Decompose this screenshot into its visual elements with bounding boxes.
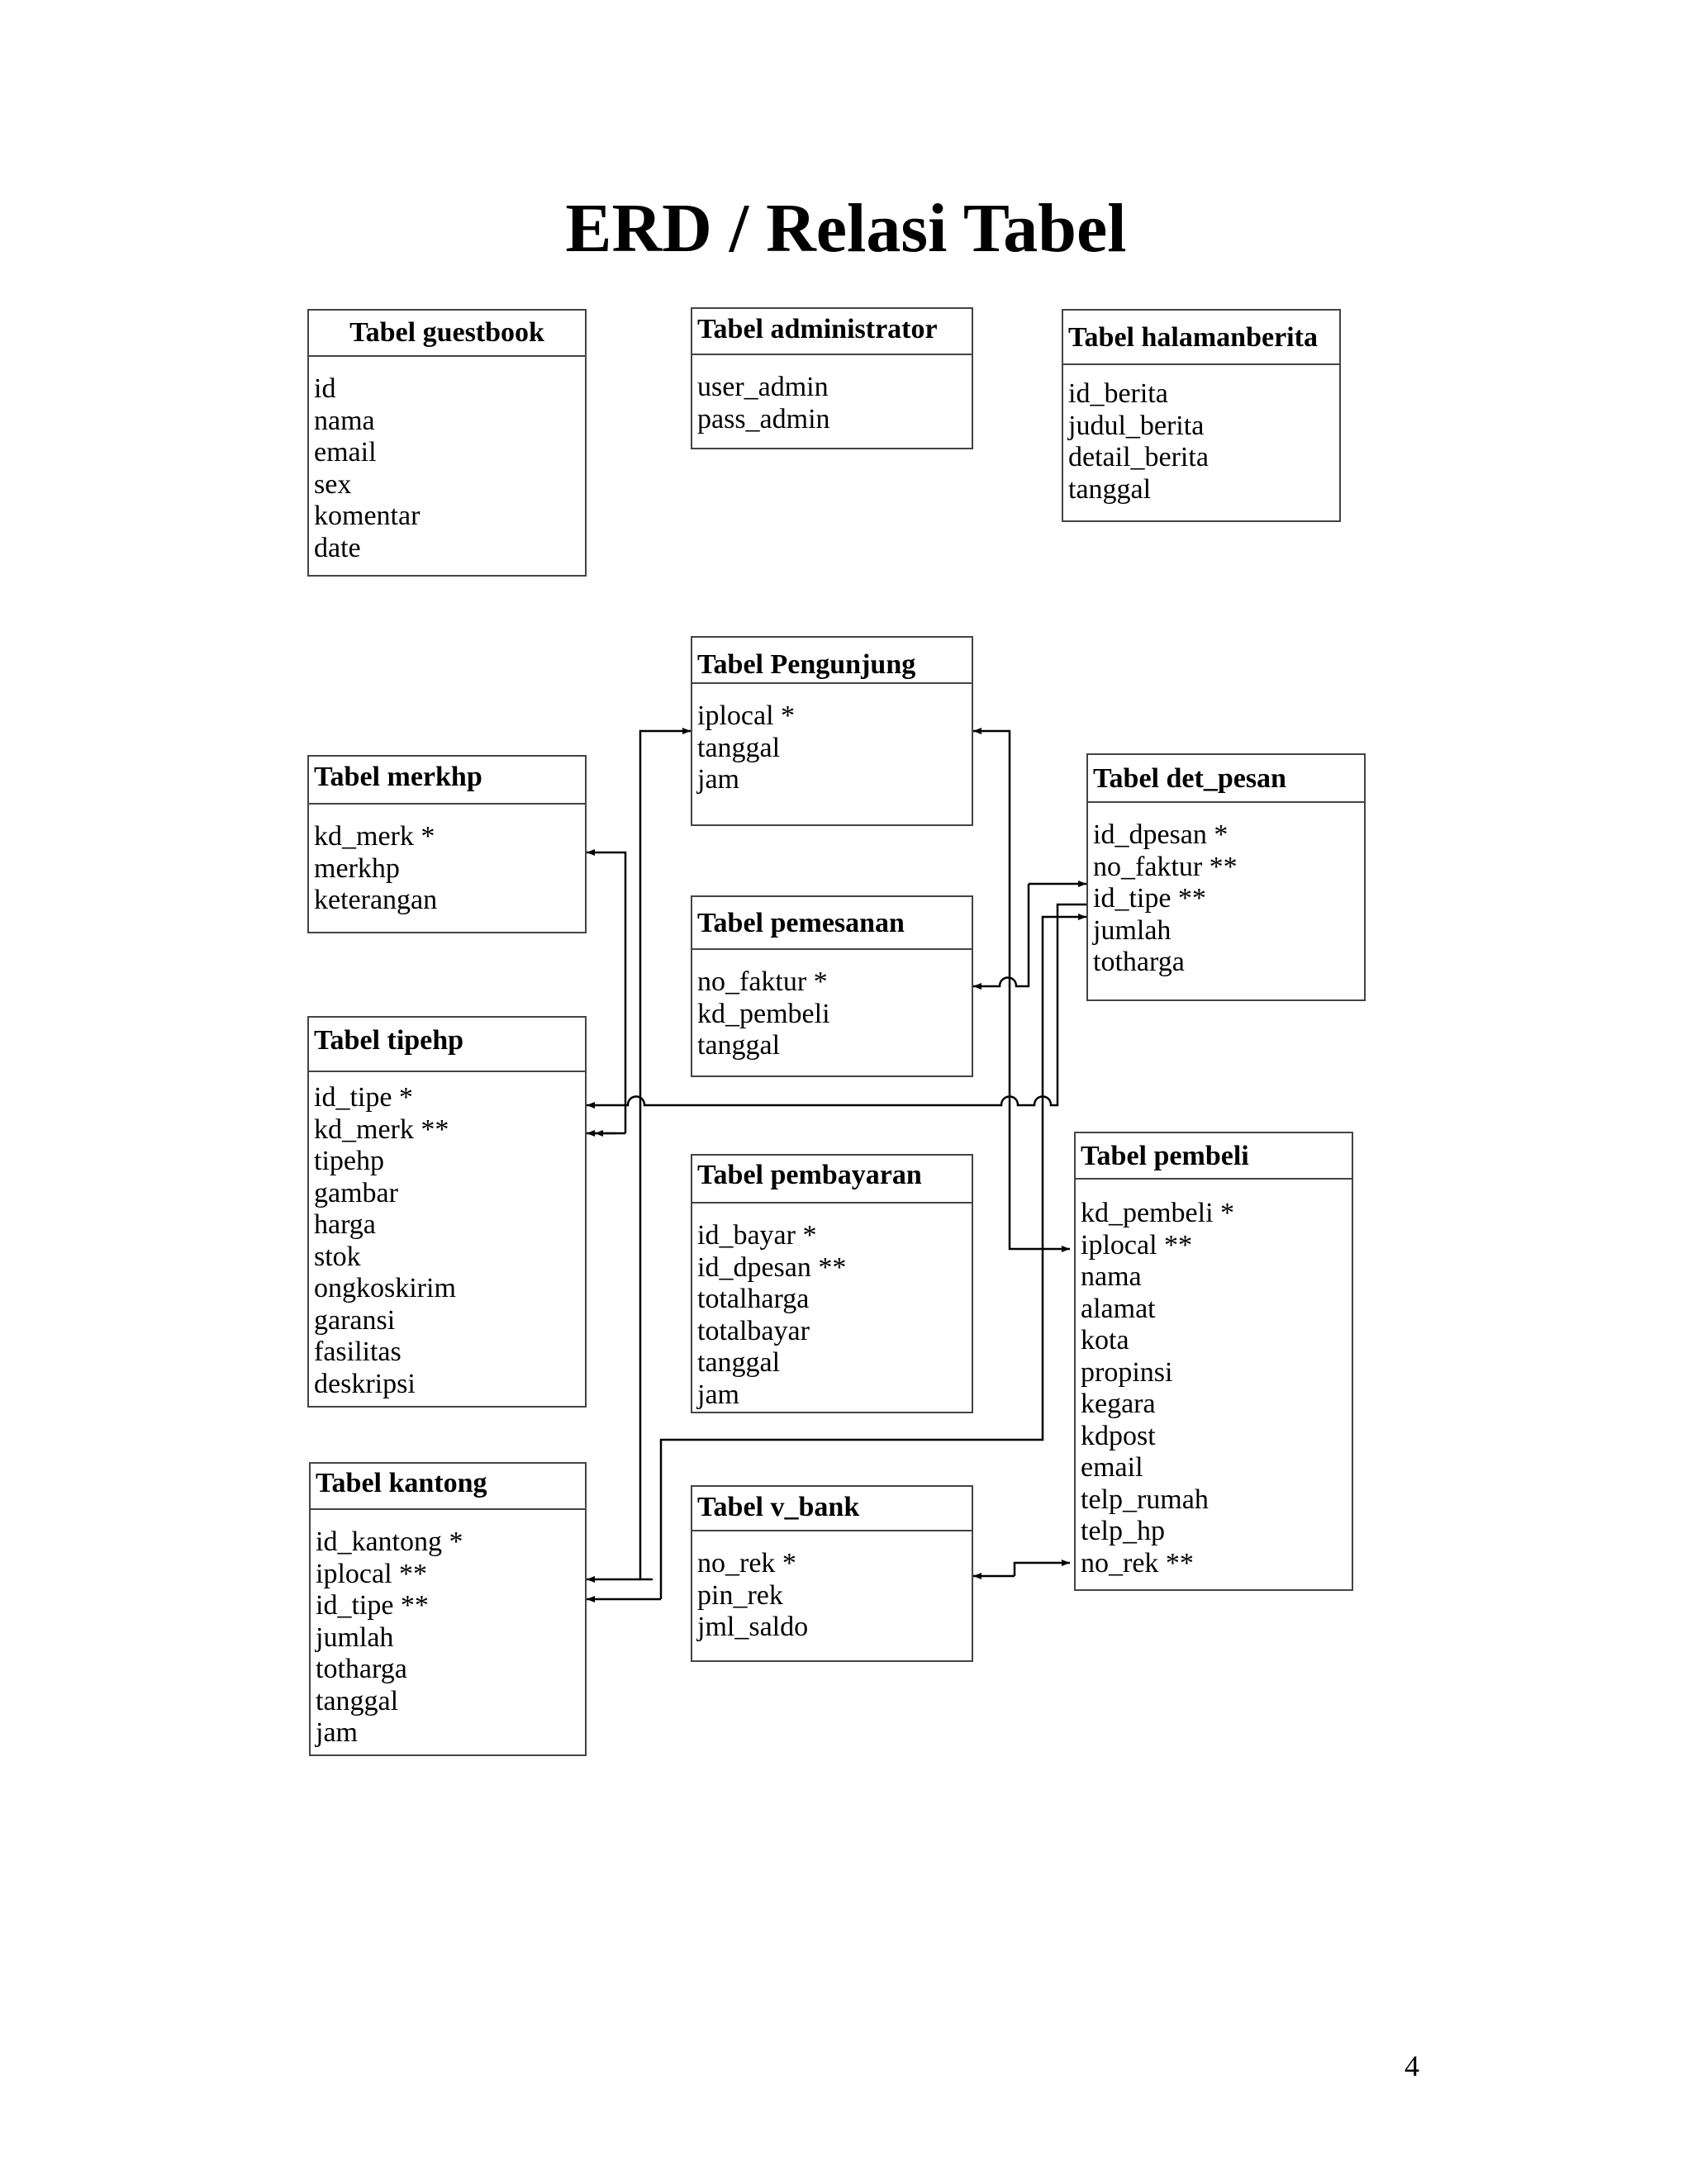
table-pembayaran-name: Tabel pembayaran bbox=[692, 1156, 972, 1204]
field-alamat: alamat bbox=[1081, 1293, 1156, 1324]
field-jam: jam bbox=[697, 1379, 739, 1410]
field-totharga: totharga bbox=[316, 1654, 407, 1684]
field-merkhp: merkhp bbox=[314, 852, 400, 884]
field-kota: kota bbox=[1081, 1325, 1129, 1356]
field-kd-pembeli: kd_pembeli bbox=[697, 998, 830, 1029]
field-user-admin: user_admin bbox=[697, 372, 829, 402]
field-iplocal: iplocal * bbox=[697, 700, 796, 731]
link-pengunjung-pembeli-arrow bbox=[1010, 1247, 1070, 1249]
field-telp-hp: telp_hp bbox=[1081, 1516, 1165, 1546]
field-fasilitas: fasilitas bbox=[314, 1337, 402, 1367]
table-tipehp-fields bbox=[309, 1072, 585, 1400]
field-kd-merk: kd_merk ** bbox=[314, 1113, 449, 1145]
field-tanggal: tanggal bbox=[316, 1685, 399, 1716]
table-merkhp bbox=[307, 755, 587, 933]
table-halamanberita-name: Tabel halamanberita bbox=[1063, 311, 1339, 365]
field-date: date bbox=[314, 532, 361, 563]
table-pengunjung-fields bbox=[692, 684, 972, 796]
field-detail-berita: detail_berita bbox=[1068, 442, 1209, 472]
field-kd-pembeli: kd_pembeli * bbox=[1081, 1198, 1235, 1228]
field-telp-rumah: telp_rumah bbox=[1081, 1484, 1209, 1515]
table-tipehp-name: Tabel tipehp bbox=[309, 1018, 585, 1072]
table-tipehp bbox=[307, 1016, 587, 1408]
field-tanggal: tanggal bbox=[697, 732, 781, 763]
field-jam: jam bbox=[316, 1717, 358, 1748]
field-nama: nama bbox=[1081, 1261, 1142, 1292]
table-pengunjung-name: Tabel Pengunjung bbox=[692, 638, 972, 684]
field-tanggal: tanggal bbox=[1068, 473, 1152, 505]
field-kdpost: kdpost bbox=[1081, 1420, 1156, 1451]
table-pemesanan-name: Tabel pemesanan bbox=[692, 897, 972, 950]
table-kantong-name: Tabel kantong bbox=[311, 1464, 585, 1510]
table-v-bank-name: Tabel v_bank bbox=[692, 1487, 972, 1531]
field-komentar: komentar bbox=[314, 501, 421, 531]
field-nama: nama bbox=[314, 405, 375, 436]
table-det-pesan bbox=[1086, 753, 1366, 1001]
table-pembeli-fields bbox=[1076, 1180, 1352, 1579]
field-judul-berita: judul_berita bbox=[1068, 410, 1205, 441]
field-id: id bbox=[314, 373, 336, 404]
field-tanggal: tanggal bbox=[697, 1030, 781, 1061]
table-v-bank-fields bbox=[692, 1531, 972, 1644]
field-id-dpesan: id_dpesan * bbox=[1093, 819, 1229, 850]
field-no-faktur: no_faktur ** bbox=[1093, 851, 1238, 882]
table-guestbook bbox=[307, 309, 587, 577]
field-ongkoskirim: ongkoskirim bbox=[314, 1273, 456, 1303]
field-harga: harga bbox=[314, 1209, 376, 1240]
table-halamanberita-fields bbox=[1063, 365, 1339, 506]
field-sex: sex bbox=[314, 468, 352, 500]
table-administrator bbox=[691, 307, 973, 449]
field-id-berita: id_berita bbox=[1068, 378, 1168, 409]
field-email: email bbox=[314, 437, 377, 468]
field-no-faktur: no_faktur * bbox=[697, 966, 828, 997]
link-detpesan-pemesanan bbox=[973, 884, 1029, 986]
table-v-bank bbox=[691, 1485, 973, 1662]
field-totharga: totharga bbox=[1093, 947, 1185, 977]
link-pembeli-pengunjung bbox=[973, 731, 1010, 1247]
page-number: 4 bbox=[1404, 2049, 1419, 2082]
page-title: ERD / Relasi Tabel bbox=[565, 190, 1127, 267]
table-pemesanan bbox=[691, 895, 973, 1077]
field-id-tipe: id_tipe * bbox=[314, 1082, 413, 1113]
table-det-pesan-name: Tabel det_pesan bbox=[1088, 755, 1364, 803]
field-id-kantong: id_kantong * bbox=[316, 1526, 463, 1557]
field-id-tipe: id_tipe ** bbox=[316, 1590, 429, 1621]
field-totalbayar: totalbayar bbox=[697, 1315, 810, 1346]
table-pembeli-name: Tabel pembeli bbox=[1076, 1133, 1352, 1180]
table-halamanberita bbox=[1062, 309, 1341, 522]
table-kantong-fields bbox=[311, 1510, 585, 1750]
field-jumlah: jumlah bbox=[1093, 914, 1172, 946]
link-merkhp-tipehp bbox=[587, 852, 625, 1133]
field-tanggal: tanggal bbox=[697, 1347, 781, 1378]
field-gambar: gambar bbox=[314, 1177, 398, 1208]
field-keterangan: keterangan bbox=[314, 885, 438, 915]
table-guestbook-fields bbox=[309, 357, 585, 564]
table-merkhp-name: Tabel merkhp bbox=[309, 757, 585, 805]
table-guestbook-name: Tabel guestbook bbox=[309, 311, 585, 357]
table-pembayaran-fields bbox=[692, 1204, 972, 1411]
field-jumlah: jumlah bbox=[316, 1621, 394, 1653]
link-kantong-pengunjung bbox=[640, 731, 691, 1579]
field-email: email bbox=[1081, 1452, 1143, 1483]
field-id-bayar: id_bayar * bbox=[697, 1220, 817, 1251]
field-no-rek: no_rek * bbox=[697, 1548, 796, 1579]
table-administrator-fields bbox=[692, 355, 972, 435]
field-iplocal: iplocal ** bbox=[1081, 1229, 1193, 1261]
field-iplocal: iplocal ** bbox=[316, 1558, 428, 1589]
field-jml-saldo: jml_saldo bbox=[697, 1612, 809, 1642]
field-jam: jam bbox=[697, 764, 739, 795]
field-totalharga: totalharga bbox=[697, 1284, 810, 1314]
field-propinsi: propinsi bbox=[1081, 1356, 1173, 1388]
field-stok: stok bbox=[314, 1241, 361, 1272]
field-deskripsi: deskripsi bbox=[314, 1368, 416, 1399]
field-kd-merk: kd_merk * bbox=[314, 821, 435, 852]
table-kantong bbox=[309, 1462, 587, 1756]
table-merkhp-fields bbox=[309, 805, 585, 917]
field-id-tipe: id_tipe ** bbox=[1093, 883, 1206, 914]
table-det-pesan-fields bbox=[1088, 803, 1364, 979]
field-no-rek: no_rek ** bbox=[1081, 1547, 1194, 1579]
field-pass-admin: pass_admin bbox=[697, 403, 830, 434]
table-pembayaran bbox=[691, 1154, 973, 1413]
table-pengunjung bbox=[691, 636, 973, 826]
field-kegara: kegara bbox=[1081, 1389, 1156, 1419]
link-pembeli-vbank bbox=[1015, 1563, 1070, 1576]
field-garansi: garansi bbox=[314, 1304, 396, 1336]
field-id-dpesan: id_dpesan ** bbox=[697, 1251, 847, 1283]
table-pemesanan-fields bbox=[692, 950, 972, 1062]
table-administrator-name: Tabel administrator bbox=[692, 309, 972, 355]
field-tipehp: tipehp bbox=[314, 1146, 384, 1176]
table-pembeli bbox=[1074, 1132, 1353, 1591]
field-pin-rek: pin_rek bbox=[697, 1579, 783, 1611]
